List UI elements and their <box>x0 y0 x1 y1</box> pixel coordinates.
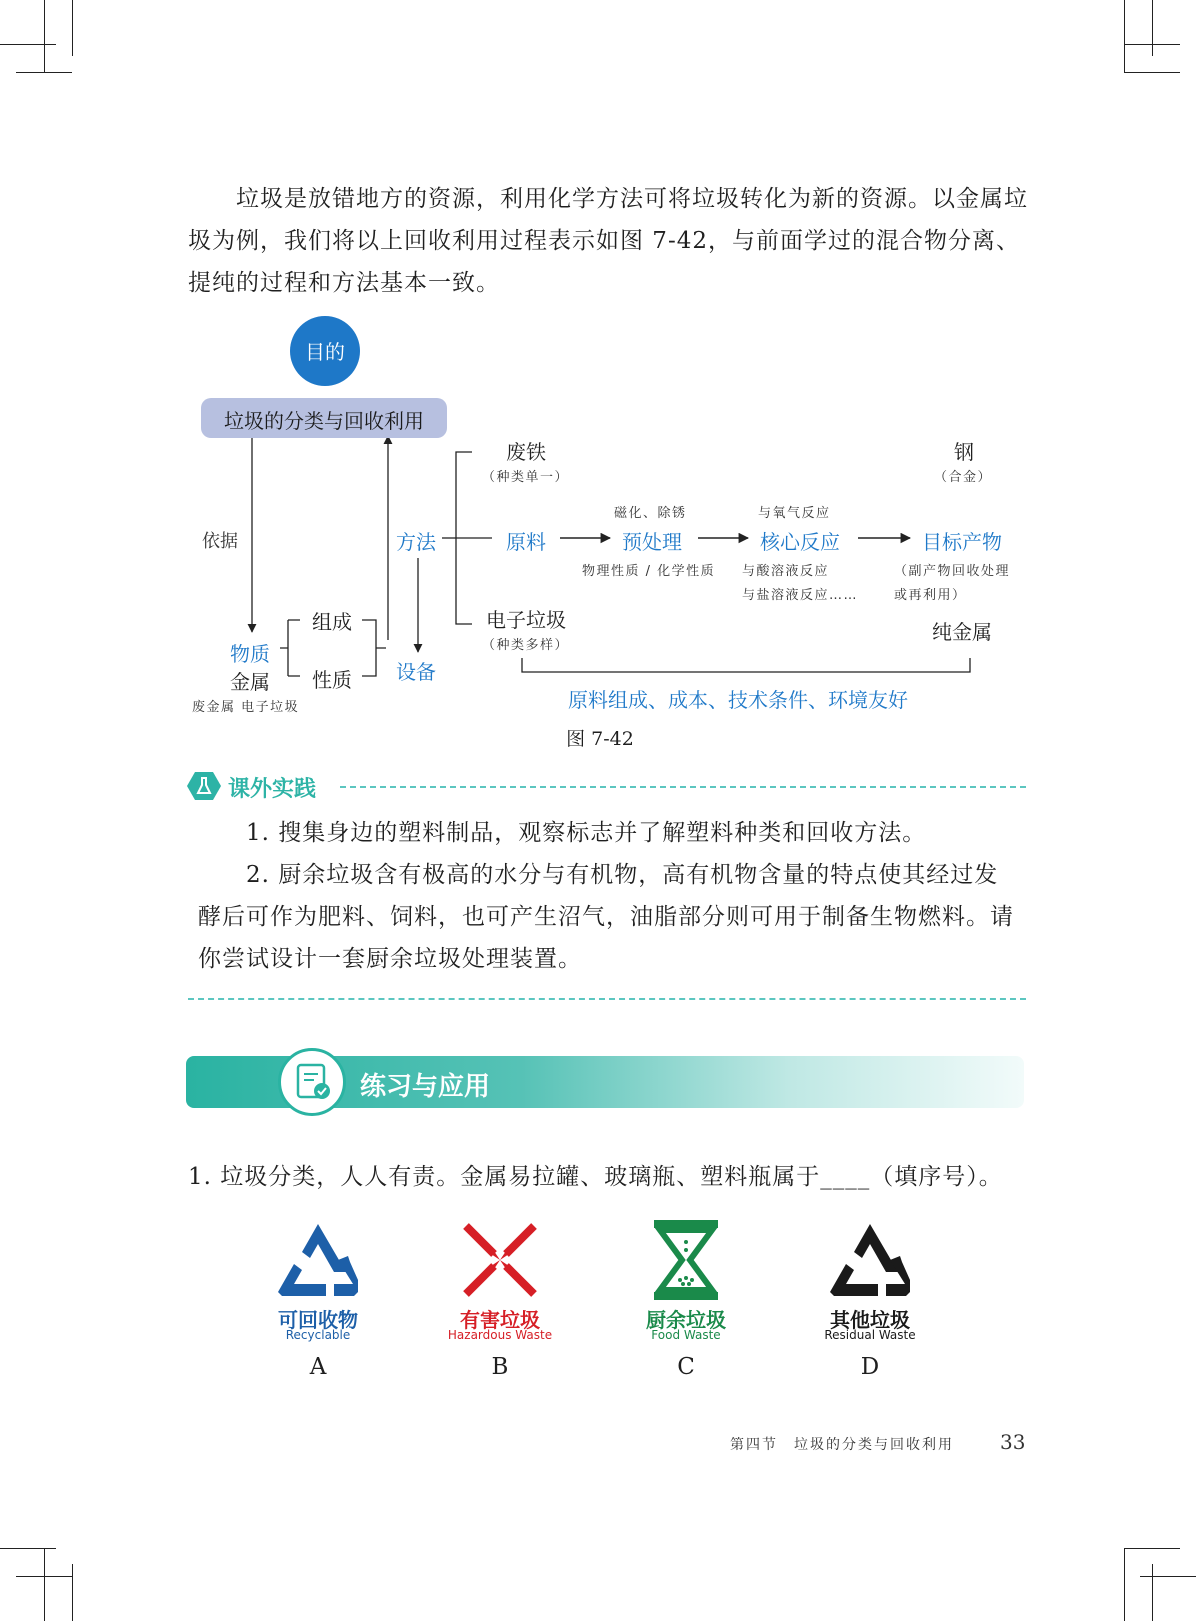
flask-icon <box>186 770 222 802</box>
equipment-label: 设备 <box>396 660 436 684</box>
practice-item-2: 2. 厨余垃圾含有极高的水分与有机物，高有机物含量的特点使其经过发酵后可作为肥料、饲料，也可产生沼气，油脂部分则可用于制备生物燃料。请你尝试设计一套厨余垃圾处理装置。 <box>198 862 1014 972</box>
goal-circle-label: 目的 <box>305 340 345 364</box>
recycle-icon <box>274 1220 362 1300</box>
target-note-1: （副产物回收处理 <box>894 564 1011 579</box>
core-reaction-label: 核心反应 <box>760 530 840 554</box>
option-a-cn: 可回收物 <box>278 1308 358 1332</box>
option-b-en: Hazardous Waste <box>447 1328 553 1342</box>
diagram-lines <box>0 0 1196 760</box>
practice-title: 课外实践 <box>228 777 317 802</box>
option-d-en: Residual Waste <box>824 1328 916 1342</box>
scrap-iron-label: 废铁 <box>506 440 546 464</box>
metal-examples: 废金属 电子垃圾 <box>192 700 300 715</box>
scrap-iron-note: （种类单一） <box>482 470 570 485</box>
question-1: 1. 垃圾分类，人人有责。金属易拉罐、玻璃瓶、塑料瓶属于____（填序号）。 <box>188 1164 1003 1190</box>
raw-material-label: 原料 <box>506 530 546 554</box>
method-label: 方法 <box>396 530 436 554</box>
considerations-label: 原料组成、成本、技术条件、环境友好 <box>568 688 908 712</box>
steel-label: 钢 <box>954 440 974 464</box>
metal-label: 金属 <box>230 670 270 694</box>
pretreatment-below: 物理性质 / 化学性质 <box>582 564 716 579</box>
property-label: 性质 <box>312 668 352 692</box>
option-d-letter: D <box>860 1354 880 1380</box>
option-a-en: Recyclable <box>285 1328 351 1342</box>
goal-box-label: 垃圾的分类与回收利用 <box>224 409 424 433</box>
core-reaction-below-1: 与酸溶液反应 <box>742 564 830 579</box>
substance-label: 物质 <box>230 642 270 666</box>
steel-note: （合金） <box>934 470 993 485</box>
core-reaction-below-2: 与盐溶液反应…… <box>742 588 859 603</box>
hourglass-icon <box>654 1220 718 1300</box>
option-c-letter: C <box>677 1354 695 1380</box>
basis-label: 依据 <box>202 531 238 552</box>
page-number: 33 <box>1000 1430 1026 1454</box>
footer-section: 第四节 垃圾的分类与回收利用 <box>730 1437 954 1453</box>
core-reaction-above: 与氧气反应 <box>758 506 831 521</box>
e-waste-note: （种类多样） <box>482 638 570 653</box>
option-c-en: Food Waste <box>651 1328 721 1342</box>
exercise-title: 练习与应用 <box>360 1072 491 1102</box>
pretreatment-label: 预处理 <box>622 530 682 554</box>
composition-label: 组成 <box>312 610 352 634</box>
intro-text: 垃圾是放错地方的资源，利用化学方法可将垃圾转化为新的资源。以金属垃圾为例，我们将以上回收利用过程表示如图 7-42，与前面学过的混合物分离、提纯的过程和方法基本一致。 <box>188 186 1028 296</box>
practice-item-1: 1. 搜集身边的塑料制品，观察标志并了解塑料种类和回收方法。 <box>246 820 927 846</box>
option-b-letter: B <box>491 1354 509 1380</box>
target-product-label: 目标产物 <box>922 530 1002 554</box>
residual-recycle-icon <box>826 1220 914 1300</box>
option-a-letter: A <box>309 1354 327 1380</box>
target-note-2: 或再利用） <box>894 588 967 603</box>
worksheet-check-icon <box>294 1062 334 1102</box>
practice-top-divider <box>340 786 1026 788</box>
e-waste-label: 电子垃圾 <box>486 608 566 632</box>
option-c-cn: 厨余垃圾 <box>646 1308 726 1332</box>
figure-caption: 图 7-42 <box>566 728 634 750</box>
hazard-arrows-icon <box>460 1220 540 1300</box>
practice-bottom-divider <box>188 998 1026 1000</box>
option-d-cn: 其他垃圾 <box>830 1308 910 1332</box>
option-b-cn: 有害垃圾 <box>460 1308 540 1332</box>
pretreatment-above: 磁化、除锈 <box>614 506 687 521</box>
pure-metal-label: 纯金属 <box>932 620 992 644</box>
practice-body <box>198 812 1018 980</box>
